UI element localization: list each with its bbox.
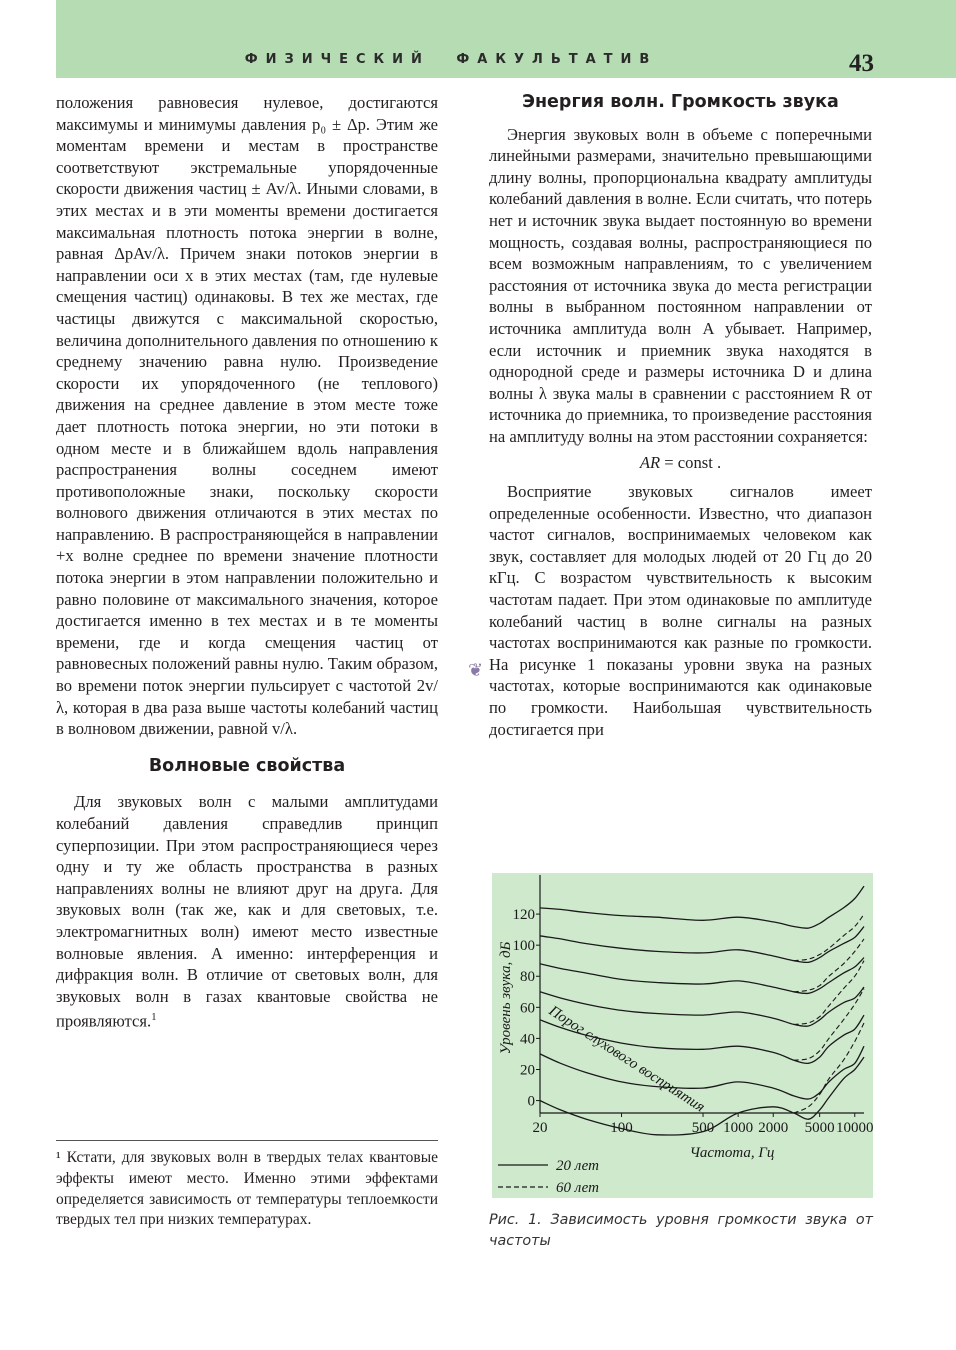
header-bar <box>56 0 956 78</box>
y-tick-label: 40 <box>520 1031 535 1048</box>
x-tick-label: 100 <box>610 1120 633 1136</box>
x-tick-label: 2000 <box>758 1120 789 1136</box>
y-tick-label: 20 <box>520 1062 535 1079</box>
curve-20-years <box>540 958 864 994</box>
x-tick-label: 5000 <box>804 1120 835 1136</box>
y-tick-label: 120 <box>512 907 535 924</box>
figure <box>492 873 873 1198</box>
body-paragraph: положения равновесия нулевое, достигаются максимумы и минимумы давления p₀ ± Δp. Этим же моментам времени и местам в пространстве соответствуют экстремальные упорядоченные скорости движения частиц ± Av/λ. Иными словами, в этих местах и в эти моменты времени достигается максимальная плотность потока энергии в волне, равная ΔpAv/λ. Причем знаки потоков энергии в направлении оси x в этих местах (там, где нулевые смещения частиц) одинаковы. В тех же местах, где частицы движутся с максимальной скоростью, величина дополнительного давления по отношению к среднему значению равна нулю. Произведение скорости их упорядоченного (не теплового) движения на среднее давление в этом месте тоже дает плотность потока энергии, но эти потоки в одном месте и в ближайшем вдоль направления распространения волны соседнем имеют противоположные знаки, поскольку скорости волнового движения отличаются в этих местах по направлению. В распространяющейся в направлении +x волне среднее по времени значение плотности потока энергии в этом направлении положительно и равно половине от максимального значения, которое достигается именно в тех местах и в те моменты времени, где и когда смещения частиц от равновесных положений равны нулю. Таким образом, во времени поток энергии пульсирует с частотой 2v/λ, которая в два раза выше частоты колебаний частиц в волновом движении, равной v/λ. <box>56 93 438 739</box>
formula-rhs: = const . <box>660 452 722 472</box>
legend-label: 20 лет <box>556 1158 599 1174</box>
y-tick-label: 60 <box>520 1000 535 1017</box>
body-paragraph: Энергия звуковых волн в объеме с поперечными линейными размерами, значительно превышающими длину волны, пропорциональна квадрату амплитуды колебаний давления в волне. Если считать, что потерь нет и источник звука выдает постоянную во времени мощность, создавая волны, распространяющиеся по всем возможным направлениям, то с увеличением расстояния от источника звука до места регистрации волны в выбранном постоянном направлении от источника амплитуда волн A убывает. Например, если источник и приемник звука находятся в однородной среде и размеры источника D и длина волны λ звука малы в сравнении с расстоянием R от источника до приемника, то произведение расстояния на амплитуду волны на этом расстоянии сохраняется: <box>489 124 872 446</box>
margin-mark-icon: ❦ <box>468 660 484 681</box>
x-axis-label: Частота, Гц <box>689 1145 775 1161</box>
figure-caption: Рис. 1. Зависимость уровня громкости звука от частоты <box>489 1212 873 1249</box>
section-heading: Энергия волн. Громкость звука <box>522 92 839 112</box>
footnote: ¹ Кстати, для звуковых волн в твердых телах квантовые эффекты имеют место. Именно этими эффектами определяется зависимость от температуры теплоемкости твердых тел при низких температурах. <box>56 1149 438 1229</box>
y-tick-label: 80 <box>520 969 535 986</box>
y-axis-label: Уровень звука, дБ <box>498 941 514 1055</box>
formula-lhs: AR <box>639 452 661 472</box>
y-tick-label: 0 <box>527 1093 535 1110</box>
running-title: ФИЗИЧЕСКИЙ ФАКУЛЬТАТИВ <box>244 52 658 67</box>
body-paragraph: Восприятие звуковых сигналов имеет определенные особенности. Известно, что диапазон частот сигналов, воспринимаемых человеком как звук, составляет для молодых людей от 20 Гц до 20 кГц. С возрастом чувствительность к высоким частотам падает. При этом одинаковые по амплитуде колебаний частиц в волне сигналы на разных частотах воспринимаются как разные по громкости. На рисунке 1 показаны уровни звука на разных частотах, которые воспринимаются как одинаковые по громкости. Наибольшая чувствительность достигается при <box>489 482 872 739</box>
legend-label: 60 лет <box>556 1180 599 1196</box>
loudness-chart <box>492 873 873 1198</box>
curve-20-years <box>540 886 864 928</box>
x-tick-label: 500 <box>691 1120 715 1136</box>
footnote-divider <box>56 1140 438 1141</box>
curve-20-years <box>540 1046 864 1099</box>
threshold-annotation: Порог слухового восприятия <box>545 1002 708 1116</box>
curve-60-years <box>794 939 864 992</box>
right-column <box>489 92 872 740</box>
left-column <box>56 92 438 1032</box>
footnote-ref: 1 <box>151 1011 157 1024</box>
x-tick-label: 1000 <box>723 1120 754 1136</box>
paragraph-text: Для звуковых волн с малыми амплитудами колебаний давления справедлив принцип суперпозиции. При этом распространяющиеся через одну и ту же область пространства в разных направлениях волны не влияют друг на друга. Для звуковых волн (так же, как и для световых, т.е. электромагнитных волн) имеют место известные волновые явления. А именно: интерференция и дифракция волн. В отличие от световых волн, для звуковых волн в газах квантовые свойства не проявляются. <box>56 792 438 1031</box>
curve-20-years <box>540 927 864 963</box>
curve-20-years <box>540 987 864 1026</box>
section-heading: Волновые свойства <box>148 755 346 776</box>
curve-60-years <box>794 1023 864 1113</box>
x-tick-label: 10000 <box>836 1120 873 1136</box>
x-tick-label: 20 <box>532 1120 548 1136</box>
page-number: 43 <box>849 50 874 77</box>
body-paragraph <box>56 791 438 1032</box>
axis-layer <box>498 875 873 1196</box>
formula <box>489 452 872 474</box>
y-tick-label: 100 <box>512 938 535 955</box>
curve-60-years <box>794 961 864 1025</box>
